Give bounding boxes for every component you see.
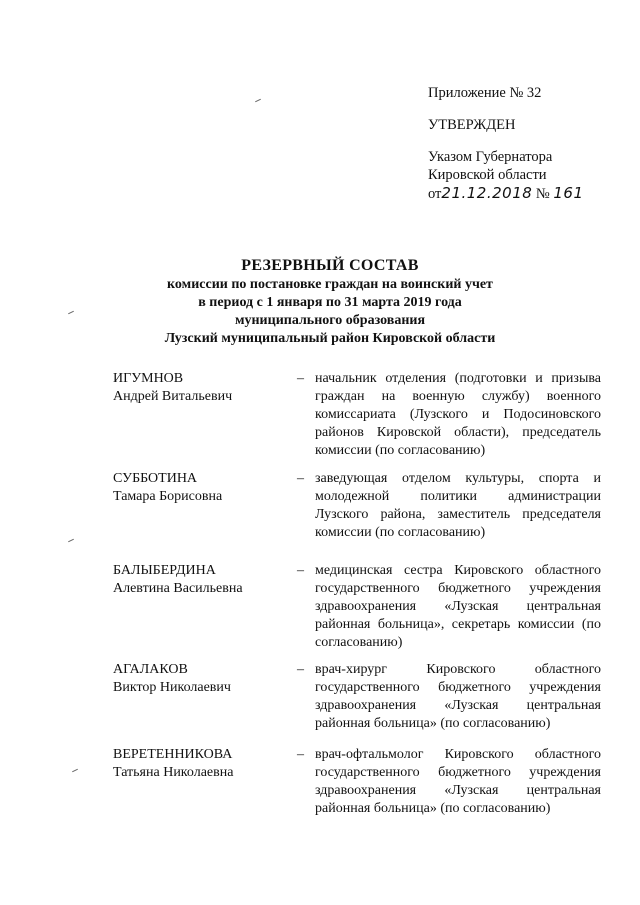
title-line-2: в период с 1 января по 31 марта 2019 года xyxy=(198,295,462,310)
member-name xyxy=(113,470,293,506)
member-role: врач-офтальмолог Кировского областного государственного бюджетного учреждения здравоохранения «Лузская центральная районная больница» (по согласованию) xyxy=(315,747,601,816)
member-surname: БАЛЫБЕРДИНА xyxy=(113,563,216,578)
scan-speck xyxy=(255,99,261,102)
member-dash: – xyxy=(297,662,304,677)
member-given-name: Алевтина Васильевна xyxy=(113,581,243,596)
member-given-name: Виктор Николаевич xyxy=(113,680,231,695)
member-role: заведующая отделом культуры, спорта и молодежной политики администрации Лузского района, заместитель председателя комиссии (по согласованию) xyxy=(315,471,601,540)
member-given-name: Андрей Витальевич xyxy=(113,389,233,404)
approved-stamp: УТВЕРЖДЕН xyxy=(428,117,516,133)
handwritten-number: 161 xyxy=(553,184,584,202)
member-name xyxy=(113,746,293,782)
approval-block xyxy=(428,84,628,203)
handwritten-date: 21.12.2018 xyxy=(441,184,533,202)
member-surname: ИГУМНОВ xyxy=(113,371,184,386)
title-line-3: муниципального образования xyxy=(234,313,426,328)
member-role: врач-хирург Кировского областного государственного бюджетного учреждения здравоохранения «Лузская центральная районная больница» (по согласованию) xyxy=(315,662,601,731)
decree-date-line xyxy=(428,184,628,203)
member-dash: – xyxy=(297,563,304,578)
appendix-number: Приложение № 32 xyxy=(428,85,542,101)
member-name xyxy=(113,562,293,598)
member-role: медицинская сестра Кировского областного государственного бюджетного учреждения здравоохранения «Лузская центральная районная больница», секретарь комиссии (по согласованию) xyxy=(315,563,601,650)
member-given-name: Татьяна Николаевна xyxy=(113,765,234,780)
member-surname: СУББОТИНА xyxy=(113,471,198,486)
scan-speck xyxy=(68,539,74,542)
member-surname: ВЕРЕТЕННИКОВА xyxy=(113,747,233,762)
title-main: РЕЗЕРВНЫЙ СОСТАВ xyxy=(241,257,419,274)
member-name xyxy=(113,370,293,406)
number-prefix: № xyxy=(535,186,550,202)
title-line-1: комиссии по постановке граждан на воинский учет xyxy=(167,277,493,292)
decree-line-2: Кировской области xyxy=(428,167,547,183)
member-dash: – xyxy=(297,471,304,486)
document-title xyxy=(60,256,600,348)
member-role: начальник отделения (подготовки и призыва граждан на военную службу) военного комиссариата (Лузского и Подосиновского районов Кировской области), председатель комиссии (по согласованию) xyxy=(315,371,601,458)
decree-line-1: Указом Губернатора xyxy=(428,149,553,165)
member-dash: – xyxy=(297,747,304,762)
scan-speck xyxy=(72,769,78,772)
date-prefix: от xyxy=(428,186,442,202)
member-given-name: Тамара Борисовна xyxy=(113,489,223,504)
member-dash: – xyxy=(297,371,304,386)
title-line-4: Лузский муниципальный район Кировской области xyxy=(164,331,496,346)
member-name xyxy=(113,661,293,697)
member-surname: АГАЛАКОВ xyxy=(113,662,188,677)
